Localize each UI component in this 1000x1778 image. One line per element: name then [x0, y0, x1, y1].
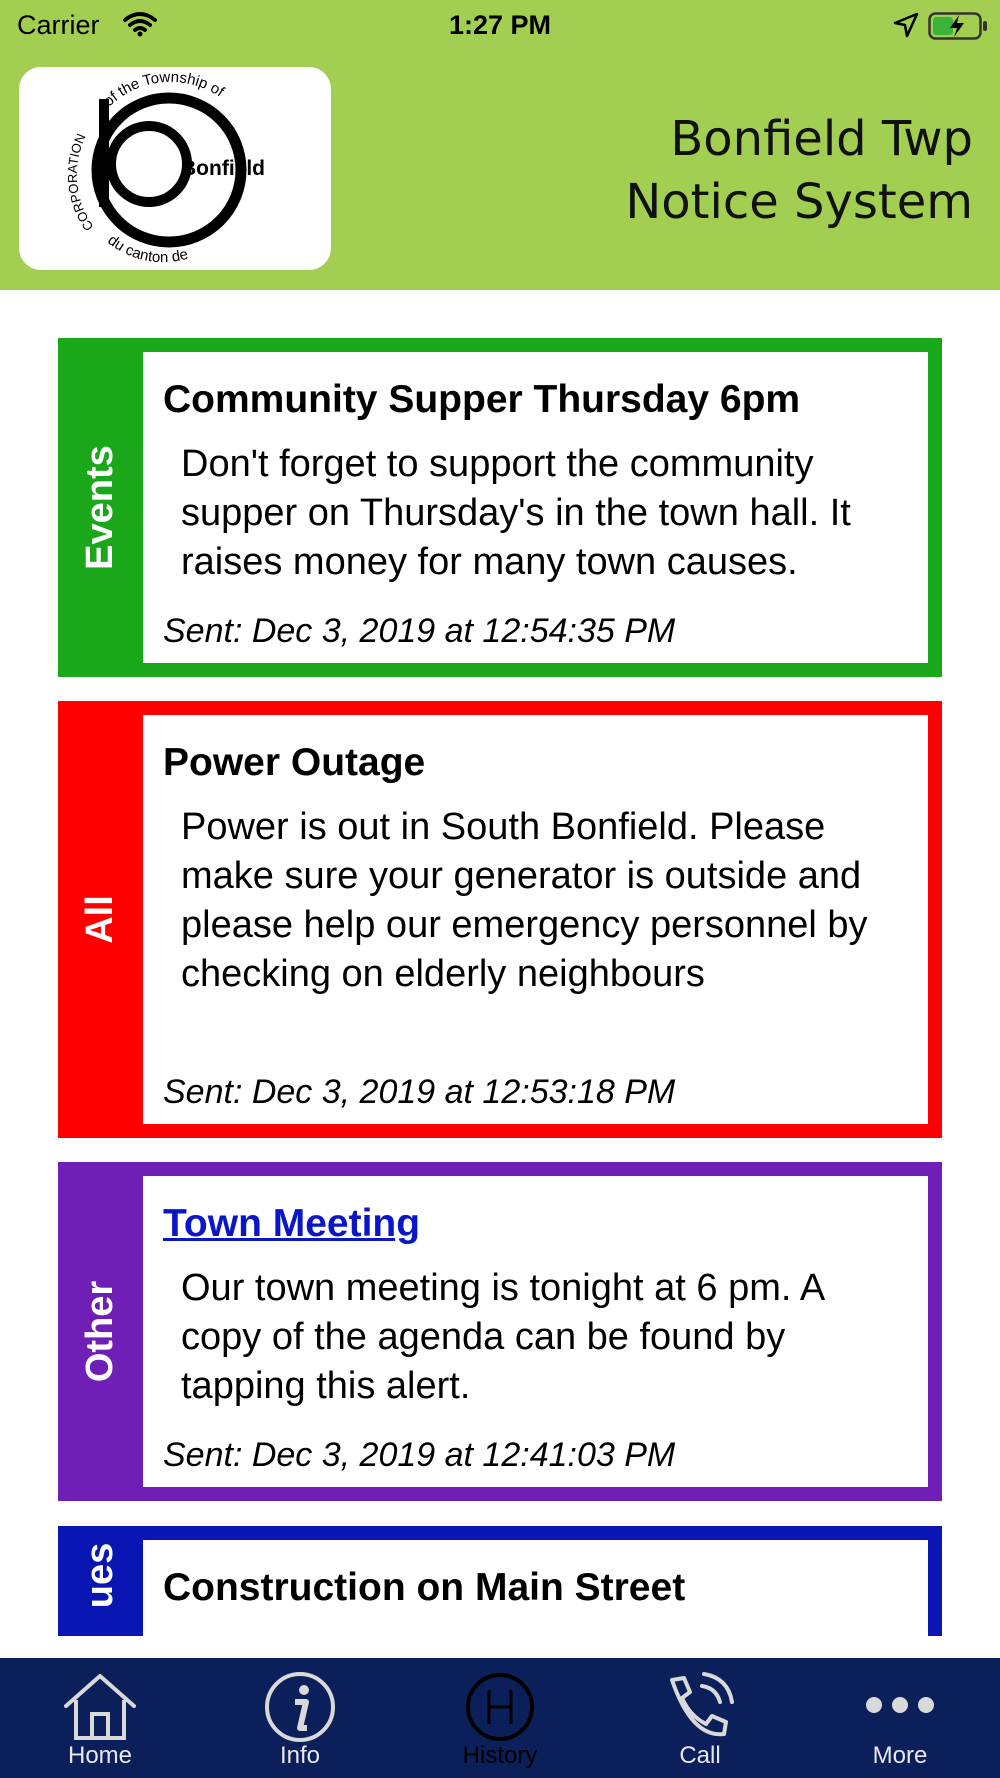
- notice-feed[interactable]: [0, 290, 1000, 1636]
- notice-card[interactable]: [58, 1526, 942, 1636]
- phone-icon: [662, 1672, 738, 1742]
- tab-label: Home: [67, 1742, 133, 1769]
- tab-call[interactable]: [600, 1658, 800, 1778]
- tab-label: Info: [279, 1742, 321, 1769]
- tab-home[interactable]: [0, 1658, 200, 1778]
- category-bar: [58, 701, 143, 1138]
- more-icon: [862, 1672, 938, 1742]
- notice-body: [143, 338, 942, 677]
- tab-info[interactable]: [200, 1658, 400, 1778]
- battery-charging-icon: [928, 12, 988, 40]
- category-bar: [58, 338, 143, 677]
- home-icon: [62, 1672, 138, 1742]
- notice-body: [143, 1162, 942, 1501]
- notice-card[interactable]: [58, 338, 942, 677]
- notice-timestamp: Sent: Dec 3, 2019 at 12:53:18 PM: [163, 1073, 676, 1111]
- notice-title: Construction on Main Street: [163, 1566, 686, 1609]
- notice-body: [143, 1526, 942, 1636]
- notice-title-link[interactable]: Town Meeting: [163, 1202, 421, 1245]
- clock: 1:27 PM: [448, 10, 552, 40]
- history-icon: [462, 1672, 538, 1742]
- logo-arc-bottom: du canton de: [104, 231, 190, 267]
- notice-timestamp: Sent: Dec 3, 2019 at 12:54:35 PM: [163, 612, 676, 650]
- tab-more[interactable]: [800, 1658, 1000, 1778]
- category-label: ues: [78, 1542, 121, 1609]
- app-header: [0, 0, 1000, 290]
- tab-label: Call: [679, 1742, 721, 1769]
- app-title-line2: Notice System: [625, 174, 973, 230]
- township-logo: [19, 67, 331, 270]
- notice-message: Power is out in South Bonfield. Please make sure your generator is outside and please help our emergency personnel by checking on elderly neighbours: [181, 806, 868, 995]
- tab-history[interactable]: [400, 1658, 600, 1778]
- tab-bar: [0, 1658, 1000, 1778]
- category-bar: [58, 1162, 143, 1501]
- tab-label: History: [462, 1742, 538, 1769]
- notice-message: Don't forget to support the community supper on Thursday's in the town hall. It raises money for many town causes.: [181, 443, 851, 583]
- bonfield-logo-emblem: [19, 67, 331, 270]
- notice-body: [143, 701, 942, 1138]
- notice-title: Community Supper Thursday 6pm: [163, 378, 801, 421]
- notice-message: Our town meeting is tonight at 6 pm. A copy of the agenda can be found by tapping this alert.: [181, 1267, 824, 1407]
- app-title-line1: Bonfield Twp: [670, 111, 973, 167]
- logo-arc-top: of the Township of: [100, 68, 228, 110]
- logo-name: Bonfield: [181, 157, 265, 180]
- category-label: Other: [79, 1280, 122, 1383]
- notice-card[interactable]: [58, 1162, 942, 1501]
- status-bar: [0, 0, 1000, 50]
- info-icon: [262, 1672, 338, 1742]
- location-arrow-icon: [893, 12, 919, 38]
- notice-card[interactable]: [58, 701, 942, 1138]
- carrier-label: Carrier: [17, 10, 100, 40]
- app-title: [473, 108, 973, 234]
- category-label: All: [79, 895, 121, 944]
- category-label: Events: [79, 445, 121, 570]
- tab-label: More: [872, 1742, 928, 1769]
- notice-title: Power Outage: [163, 741, 426, 784]
- notice-timestamp: Sent: Dec 3, 2019 at 12:41:03 PM: [163, 1436, 676, 1474]
- category-bar: [58, 1526, 143, 1636]
- logo-arc-left: CORPORATION: [64, 131, 97, 234]
